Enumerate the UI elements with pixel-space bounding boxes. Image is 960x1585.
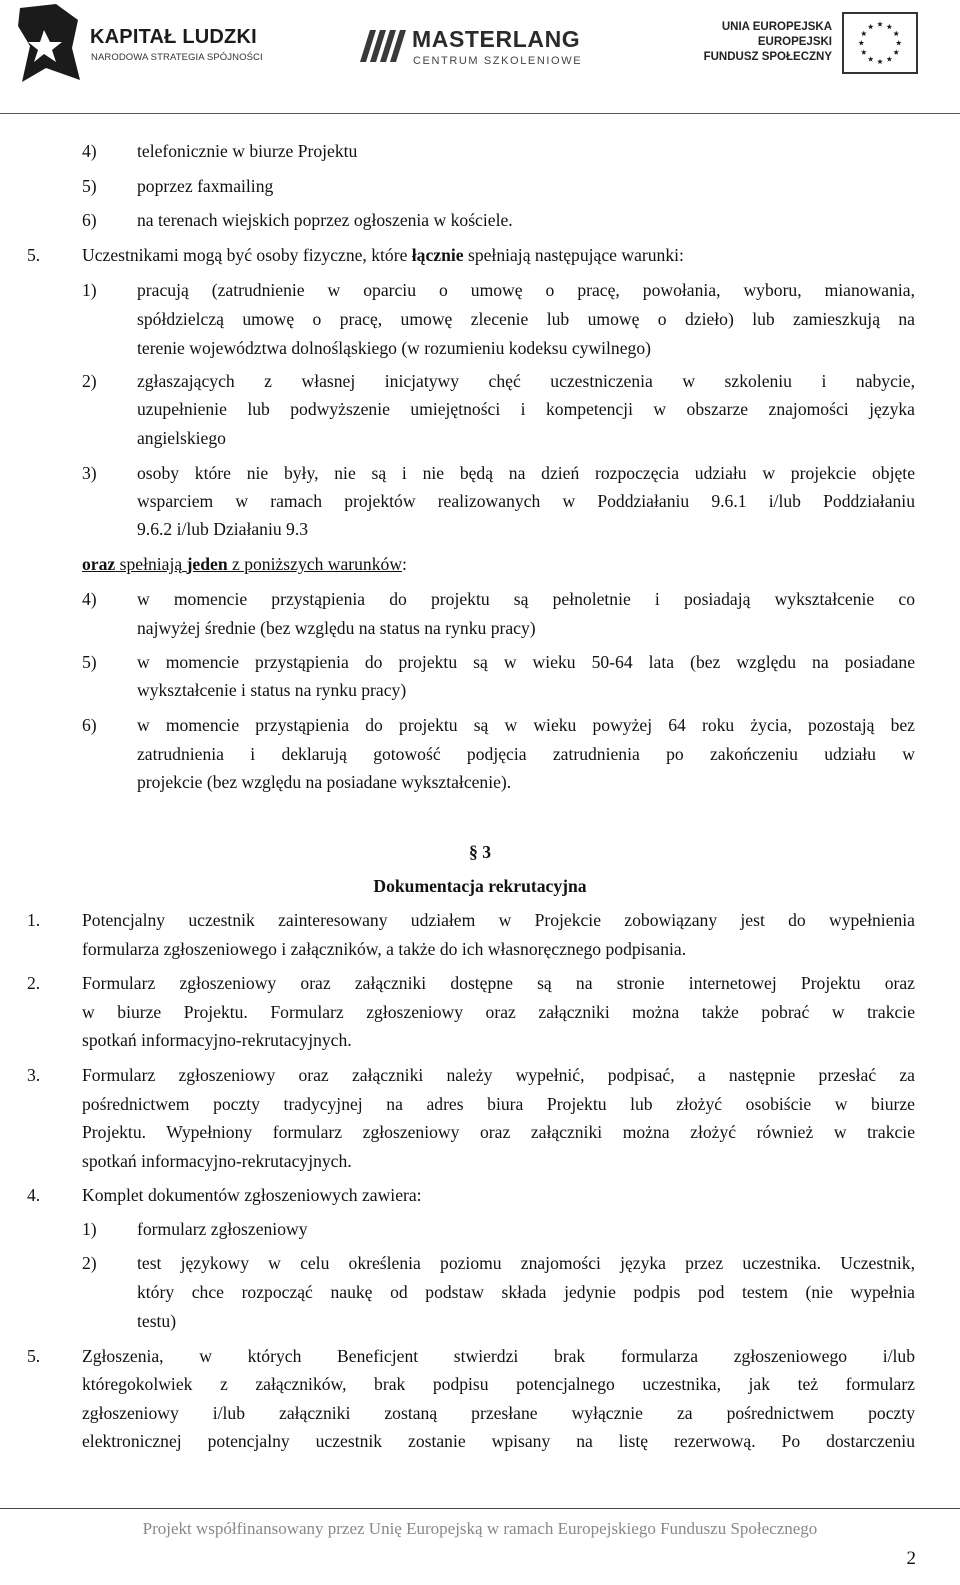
doc-item-num-3: 3. xyxy=(27,1065,41,1085)
section-symbol: § 3 xyxy=(469,842,491,862)
list-top-item-6: na terenach wiejskich poprzez ogłoszenia w kościele. xyxy=(137,210,513,230)
list-top-num-4: 4) xyxy=(82,141,97,161)
eu-star-icon xyxy=(868,56,874,61)
footer-text: Projekt współfinansowany przez Unię Europejską w ramach Europejskiego Funduszu Społecznego xyxy=(142,1519,818,1538)
condition-num-2: 2) xyxy=(82,371,97,391)
footer-divider xyxy=(0,1508,960,1509)
condition-b-4-line-2: najwyżej średnie (bez względu na status na rynku pracy) xyxy=(137,618,536,638)
eu-star-icon xyxy=(896,40,902,45)
list-top-num-5: 5) xyxy=(82,176,97,196)
condition-b-5-line-1: w momencie przystąpienia do projektu są w wieku 50-64 lata (bez względu na posiadane xyxy=(137,652,915,672)
eu-star-icon xyxy=(893,31,899,36)
kapital-ludzki-subtitle: NARODOWA STRATEGIA SPÓJNOŚCI xyxy=(91,52,263,63)
doc-item-1-line-2: formularza zgłoszeniowego i załączników, a także do ich własnoręcznego podpisania. xyxy=(82,939,687,959)
doc-item5-line-2: któregokolwiek z załączników, brak podpisu potencjalnego uczestnika, jak też formularz xyxy=(82,1374,915,1394)
eu-logo xyxy=(676,0,936,90)
doc-item-4-line-1: Komplet dokumentów zgłoszeniowych zawiera: xyxy=(82,1185,422,1205)
doc-item-num-1: 1. xyxy=(27,910,41,930)
condition-b-num-6: 6) xyxy=(82,715,97,735)
eu-line-1: UNIA EUROPEJSKA xyxy=(721,21,832,33)
eu-star-icon xyxy=(861,49,867,54)
condition-3-line-3: 9.6.2 i/lub Działaniu 9.3 xyxy=(137,519,309,539)
condition-1-line-3: terenie województwa dolnośląskiego (w rozumieniu kodeksu cywilnego) xyxy=(137,338,651,358)
masterlang-title: MASTERLANG xyxy=(412,26,581,52)
doc-item-1-line-1: Potencjalny uczestnik zainteresowany udziałem w Projekcie zobowiązany jest do wypełnienia xyxy=(82,910,915,930)
condition-2-line-2: uzupełnienie lub podwyższenie umiejętności i kompetencji w obszarze znajomości języka xyxy=(137,399,915,419)
masterlang-mark-icon xyxy=(360,26,406,64)
eu-logo-text xyxy=(682,20,832,65)
doc-item5-num: 5. xyxy=(27,1346,41,1366)
doc-item-2-line-1: Formularz zgłoszeniowy oraz załączniki dostępne są na stronie internetowej Projektu oraz xyxy=(82,973,915,993)
eu-star-icon xyxy=(868,24,874,29)
condition-b-4-line-1: w momencie przystąpienia do projektu są pełnoletnie i posiadają wykształcenie co xyxy=(137,589,915,609)
jeden-word: jeden xyxy=(186,554,228,574)
eu-line-2: EUROPEJSKI xyxy=(757,36,832,48)
condition-b-5-line-2: wykształcenie i status na rynku pracy) xyxy=(137,680,407,700)
doc-sub-1-line-1: formularz zgłoszeniowy xyxy=(137,1219,308,1239)
masterlang-subtitle: CENTRUM SZKOLENIOWE xyxy=(413,55,583,67)
condition-num-1: 1) xyxy=(82,280,97,300)
list-top-item-5: poprzez faxmailing xyxy=(137,176,274,196)
doc-sub-num-2: 2) xyxy=(82,1253,97,1273)
section-title: Dokumentacja rekrutacyjna xyxy=(373,876,587,896)
eu-star-icon xyxy=(887,56,893,61)
condition-b-num-4: 4) xyxy=(82,589,97,609)
doc-item-num-4: 4. xyxy=(27,1185,41,1205)
doc-item5-line-1: Zgłoszenia, w których Beneficjent stwierdzi brak formularza zgłoszeniowego i/lub xyxy=(82,1346,915,1366)
doc-sub-2-line-1: test językowy w celu określenia poziomu znajomości języka przez uczestnika. Uczestnik, xyxy=(137,1253,915,1273)
item5-num: 5. xyxy=(27,245,41,265)
item5-text-before: Uczestnikami mogą być osoby fizyczne, które xyxy=(82,245,412,265)
condition-2-line-1: zgłaszających z własnej inicjatywy chęć uczestniczenia w szkoleniu i nabycie, xyxy=(137,371,915,391)
eu-flag-icon xyxy=(842,12,918,74)
page-header xyxy=(0,0,960,116)
doc-item-3-line-1: Formularz zgłoszeniowy oraz załączniki należy wypełnić, podpisać, a następnie przesłać za xyxy=(82,1065,915,1085)
oraz-text-2: spełniają xyxy=(115,554,187,574)
eu-star-icon xyxy=(861,31,867,36)
condition-b-6-line-1: w momencie przystąpienia do projektu są w wieku powyżej 64 roku życia, pozostają bez xyxy=(137,715,915,735)
doc-sub-2-line-2: który chce rozpocząć naukę od podstaw składa jedynie podpis pod testem (nie wypełnia xyxy=(137,1282,915,1302)
doc-item-3-line-4: spotkań informacyjno-rekrutacyjnych. xyxy=(82,1151,352,1171)
item5-text xyxy=(82,245,684,265)
header-divider xyxy=(0,113,960,114)
oraz-line xyxy=(82,554,407,574)
oraz-colon: : xyxy=(402,554,407,574)
eu-star-icon xyxy=(877,59,883,64)
page-number: 2 xyxy=(906,1548,916,1569)
condition-b-6-line-2: zatrudnienia i deklarują gotowość podjęcia zatrudnienia po zakończeniu udziału w xyxy=(137,744,915,764)
kapital-ludzki-star-icon xyxy=(16,2,84,84)
condition-b-6-line-3: projekcie (bez względu na posiadane wykształcenie). xyxy=(137,772,512,792)
item5-text-bold: łącznie xyxy=(411,245,464,265)
doc-item-num-2: 2. xyxy=(27,973,41,993)
eu-line-3: FUNDUSZ SPOŁECZNY xyxy=(703,51,832,63)
condition-1-line-1: pracują (zatrudnienie w oparciu o umowę o pracę, powołania, wyboru, mianowania, xyxy=(137,280,915,300)
doc-item-3-line-3: Projektu. Wypełniony formularz zgłoszeniowy oraz załączniki można złożyć również w trakcie xyxy=(82,1122,915,1142)
eu-star-icon xyxy=(877,21,883,26)
masterlang-logo xyxy=(356,0,596,90)
doc-item5-line-3: zgłoszeniowy i/lub załączniki zostaną przesłane wyłącznie za pośrednictwem poczty xyxy=(82,1403,915,1423)
eu-star-icon xyxy=(887,24,893,29)
doc-item-2-line-2: w biurze Projektu. Formularz zgłoszeniowy oraz załączniki można także pobrać w trakcie xyxy=(82,1002,915,1022)
doc-item-3-line-2: pośrednictwem poczty tradycyjnej na adres biura Projektu lub złożyć osobiście w biurze xyxy=(82,1094,915,1114)
doc-sub-2-line-3: testu) xyxy=(137,1311,177,1331)
oraz-text-4: z poniższych warunków xyxy=(227,554,403,574)
doc-item5-line-4: elektronicznej potencjalny uczestnik zostanie wpisany na listę rezerwową. Po dostarczeniu xyxy=(82,1431,915,1451)
doc-sub-num-1: 1) xyxy=(82,1219,97,1239)
condition-3-line-1: osoby które nie były, nie są i nie będą na dzień rozpoczęcia udziału w projekcie objęte xyxy=(137,463,915,483)
eu-star-icon xyxy=(858,40,864,45)
kapital-ludzki-title: KAPITAŁ LUDZKI xyxy=(90,26,257,48)
condition-1-line-2: spółdzielczą umowę o pracę, umowę zlecenie lub umowę o dzieło) lub zamieszkują na xyxy=(137,309,915,329)
list-top-item-4: telefonicznie w biurze Projektu xyxy=(137,141,358,161)
list-top-num-6: 6) xyxy=(82,210,97,230)
condition-3-line-2: wsparciem w ramach projektów realizowanych w Poddziałaniu 9.6.1 i/lub Poddziałaniu xyxy=(137,491,915,511)
kapital-ludzki-logo xyxy=(14,0,334,90)
oraz-word: oraz xyxy=(82,554,116,574)
doc-item-2-line-3: spotkań informacyjno-rekrutacyjnych. xyxy=(82,1030,352,1050)
condition-num-3: 3) xyxy=(82,463,97,483)
item5-text-after: spełniają następujące warunki: xyxy=(463,245,684,265)
eu-star-icon xyxy=(893,49,899,54)
condition-2-line-3: angielskiego xyxy=(137,428,226,448)
condition-b-num-5: 5) xyxy=(82,652,97,672)
